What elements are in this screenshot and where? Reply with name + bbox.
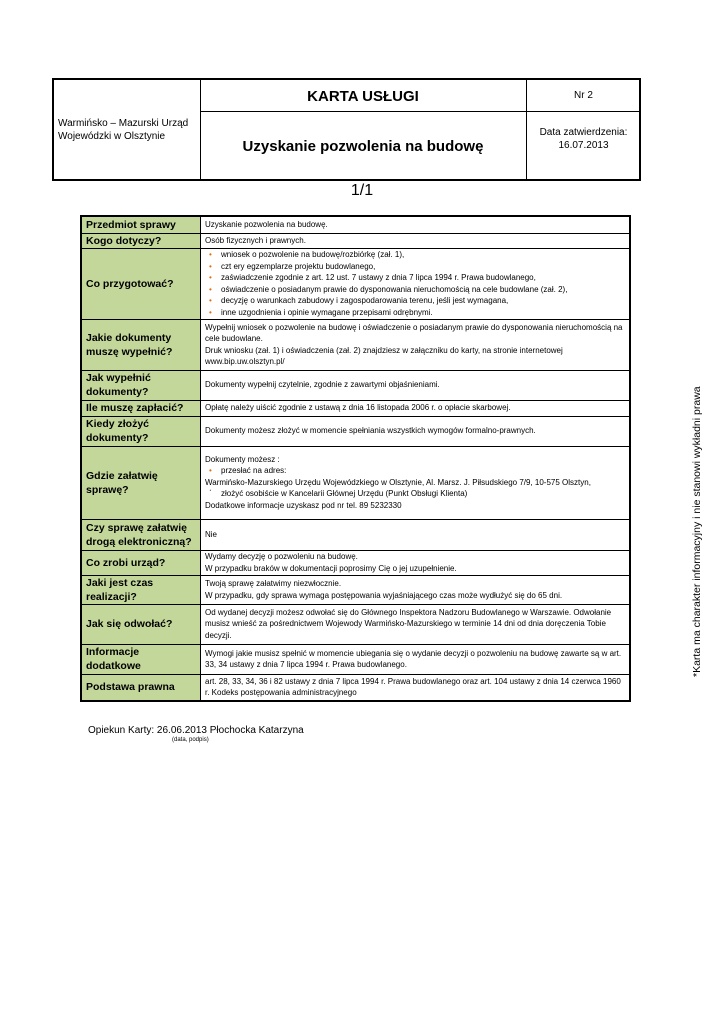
row-label: Podstawa prawna	[81, 674, 201, 701]
card-keeper-label: Opiekun Karty: 26.06.2013 Płochocka Katarzyna	[88, 725, 304, 736]
card-title: KARTA USŁUGI	[307, 88, 419, 105]
table-row	[81, 550, 630, 575]
row-value	[201, 446, 631, 519]
row-label: Informacje dodatkowe	[81, 644, 201, 674]
table-row	[81, 233, 630, 248]
paragraph: Dodatkowe informacje uzyskasz pod nr tel. 89 5232330	[205, 500, 402, 510]
paragraph: Wydamy decyzję o pozwoleniu na budowę.	[205, 552, 358, 561]
paragraph: W przypadku, gdy sprawa wymaga postępowania wyjaśniającego czas może wydłużyć się do 65 dni.	[205, 590, 563, 600]
table-row	[81, 370, 630, 400]
service-info-table	[80, 215, 631, 702]
list-item: • przesłać na adres:	[213, 465, 625, 477]
table-row	[81, 575, 630, 604]
tick-mark: ˊ	[209, 489, 212, 499]
row-label: Przedmiot sprawy	[81, 216, 201, 233]
table-row	[81, 674, 630, 701]
table-row	[81, 446, 630, 519]
list-item-text: złożyć osobiście w Kancelarii Głównej Urzędu (Punkt Obsługi Klienta)	[221, 489, 468, 499]
table-row	[81, 644, 630, 674]
row-value: Wymogi jakie musisz spełnić w momencie ubiegania się o wydanie decyzji o pozwoleniu na budowę zawarte są w art. 33, 34 ustawy z dnia 7 lipca 1994 r. Prawa budowlanego.	[201, 644, 631, 674]
row-value	[201, 248, 631, 319]
list-item: • wniosek o pozwolenie na budowę/rozbiórkę (zał. 1),	[213, 249, 625, 261]
paragraph: Twoją sprawę załatwimy niezwłocznie.	[205, 579, 342, 588]
row-label: Czy sprawę załatwię drogą elektroniczną?	[81, 519, 201, 550]
row-label: Co przygotować?	[81, 248, 201, 319]
list-item: • oświadczenie o posiadanym prawie do dysponowania nieruchomością na cele budowlane (zał. 2),	[213, 284, 625, 296]
paragraph: W przypadku braków w dokumentacji poprosimy Cię o jej uzupełnienie.	[205, 563, 457, 573]
service-title: Uzyskanie pozwolenia na budowę	[242, 138, 484, 155]
bullet-list	[205, 249, 625, 318]
approval-date: 16.07.2013	[558, 140, 609, 151]
card-header	[52, 78, 641, 181]
page-number: 1/1	[350, 182, 374, 199]
table-row	[81, 416, 630, 446]
row-value: art. 28, 33, 34, 36 i 82 ustawy z dnia 7 lipca 1994 r. Prawa budowlanego oraz art. 104 ustawy z dnia 14 czerwca 1960 r. Kodeks postępowania administracyjnego	[201, 674, 631, 701]
row-value: Nie	[201, 519, 631, 550]
list-item: • inne uzgodnienia i opinie wymagane przepisami odrębnymi.	[213, 307, 625, 319]
row-label: Jak się odwołać?	[81, 604, 201, 644]
approval-date-block	[526, 126, 641, 152]
row-value	[201, 575, 631, 604]
row-value	[201, 550, 631, 575]
address: Warmińsko-Mazurskiego Urzędu Wojewódzkiego w Olsztynie, Al. Marsz. J. Piłsudskiego 7/9, 10-575 Olsztyn,	[205, 477, 591, 487]
table-row	[81, 604, 630, 644]
row-value	[201, 319, 631, 370]
office-name: Warmińsko – Mazurski Urząd Wojewódzki w Olsztynie	[58, 118, 189, 142]
disclaimer-note: *Karta ma charakter informacyjny i nie stanowi wykładni prawa	[691, 386, 703, 677]
list-item: • zaświadczenie zgodnie z art. 12 ust. 7 ustawy z dnia 7 lipca 1994 r. Prawa budowlanego,	[213, 272, 625, 284]
table-row	[81, 216, 630, 233]
row-value: Od wydanej decyzji możesz odwołać się do Głównego Inspektora Nadzoru Budowlanego w Warszawie. Odwołanie musisz wnieść za pośrednictwem Wojewody Warmińsko-Mazurskiego w terminie 14 dni od dnia doręczenia Tobie decyzji.	[201, 604, 631, 644]
table-row	[81, 519, 630, 550]
row-label: Jakie dokumenty muszę wypełnić?	[81, 319, 201, 370]
table-row	[81, 248, 630, 319]
list-item: • czt ery egzemplarze projektu budowlanego,	[213, 261, 625, 273]
row-label: Kogo dotyczy?	[81, 233, 201, 248]
row-label: Gdzie załatwię sprawę?	[81, 446, 201, 519]
row-label: Co zrobi urząd?	[81, 550, 201, 575]
card-number: Nr 2	[574, 90, 593, 101]
table-row	[81, 319, 630, 370]
row-value: Opłatę należy uiścić zgodnie z ustawą z dnia 16 listopada 2006 r. o opłacie skarbowej.	[201, 400, 631, 416]
row-label: Jak wypełnić dokumenty?	[81, 370, 201, 400]
paragraph: Dokumenty możesz :	[205, 454, 280, 464]
row-value: Dokumenty wypełnij czytelnie, zgodnie z zawartymi objaśnieniami.	[201, 370, 631, 400]
row-value: Osób fizycznych i prawnych.	[201, 233, 631, 248]
row-label: Jaki jest czas realizacji?	[81, 575, 201, 604]
list-item: • decyzję o warunkach zabudowy i zagospodarowania terenu, jeśli jest wymagana,	[213, 295, 625, 307]
row-label: Ile muszę zapłacić?	[81, 400, 201, 416]
approval-label: Data zatwierdzenia:	[539, 127, 628, 138]
bullet-list	[205, 465, 625, 477]
row-label: Kiedy złożyć dokumenty?	[81, 416, 201, 446]
table-row	[81, 400, 630, 416]
paragraph: Druk wniosku (zał. 1) i oświadczenia (zał. 2) znajdziesz w załączniku do karty, na stronie internetowej www.bip.uw.olsztyn.pl/	[205, 345, 563, 366]
row-value: Uzyskanie pozwolenia na budowę.	[201, 216, 631, 233]
list-item	[205, 488, 625, 500]
paragraph: Wypełnij wniosek o pozwolenie na budowę i oświadczenie o posiadanym prawie do dysponowania nieruchomością na cele budowlane.	[205, 322, 623, 343]
row-value: Dokumenty możesz złożyć w momencie spełniania wszystkich wymogów formalno-prawnych.	[201, 416, 631, 446]
signature-note: (data, podpis)	[172, 737, 209, 743]
